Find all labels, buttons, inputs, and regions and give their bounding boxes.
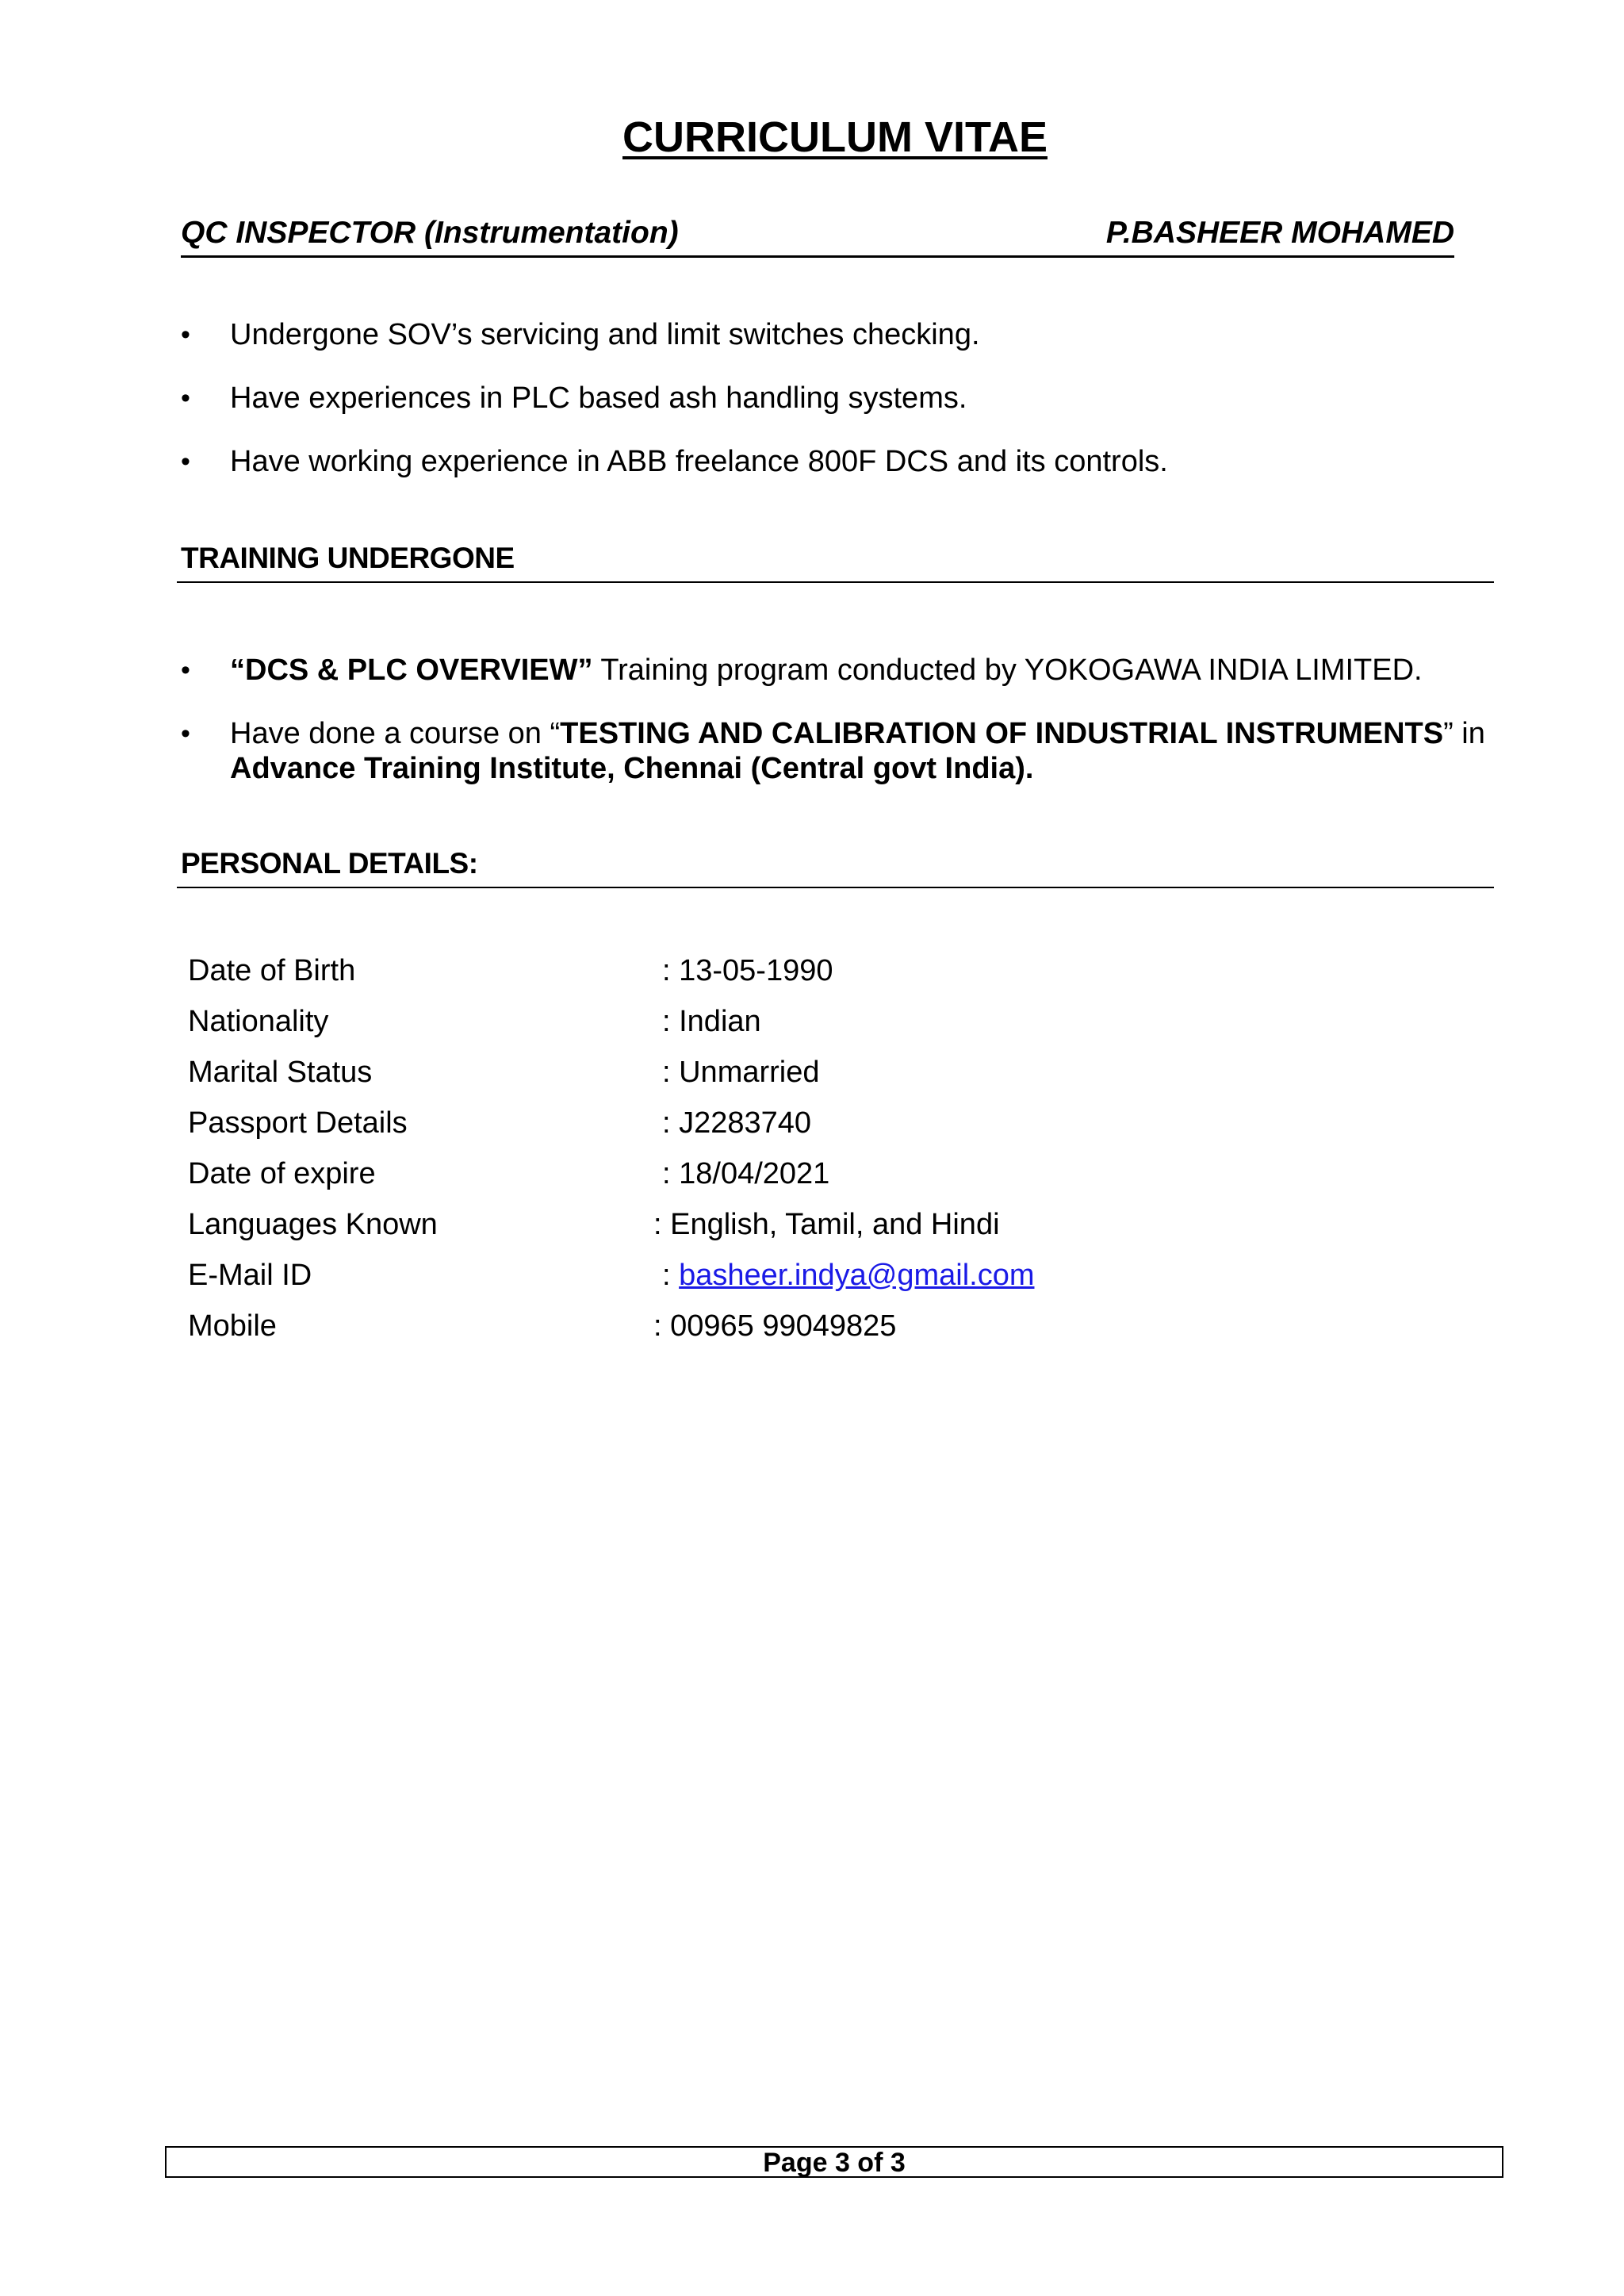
- section-heading-text: PERSONAL DETAILS:: [181, 847, 478, 880]
- details-value: : Unmarried: [662, 1056, 820, 1089]
- bullet-icon: •: [181, 320, 190, 350]
- details-label: Nationality: [188, 1005, 329, 1038]
- list-item: [181, 381, 1497, 416]
- bullet-icon: •: [181, 447, 190, 477]
- experience-summary-list: [181, 317, 1497, 508]
- course-title: TESTING AND CALIBRATION OF INDUSTRIAL INSTRUMENTS: [560, 717, 1444, 750]
- training-list: [181, 653, 1497, 815]
- personal-details-heading: [177, 847, 1494, 888]
- bullet-icon: •: [181, 655, 190, 685]
- list-item: [181, 653, 1497, 688]
- page-footer: [165, 2146, 1503, 2178]
- details-row-marital-status: [188, 1056, 981, 1106]
- details-label: Date of Birth: [188, 954, 356, 987]
- details-value: : English, Tamil, and Hindi: [653, 1208, 1000, 1241]
- bullet-icon: •: [181, 719, 190, 749]
- details-label: Passport Details: [188, 1106, 408, 1140]
- details-row-languages: [188, 1208, 1000, 1259]
- details-value: : 18/04/2021: [662, 1157, 830, 1190]
- job-role: QC INSPECTOR (Instrumentation): [181, 216, 679, 250]
- details-value: [662, 1259, 1034, 1293]
- course-prefix: Have done a course on “: [230, 717, 561, 750]
- details-value: : 13-05-1990: [662, 954, 833, 987]
- details-label: Date of expire: [188, 1157, 376, 1190]
- details-label: Languages Known: [188, 1208, 438, 1241]
- list-item-text: Have experiences in PLC based ash handling systems.: [230, 381, 967, 415]
- list-item: [181, 317, 1497, 352]
- page-number: Page 3 of 3: [763, 2148, 906, 2178]
- candidate-name: P.BASHEER MOHAMED: [1105, 216, 1454, 250]
- email-link[interactable]: basheer.indya@gmail.com: [679, 1259, 1035, 1292]
- bullet-icon: •: [181, 383, 190, 413]
- details-row-email: [188, 1259, 1035, 1309]
- list-item-text: Undergone SOV’s servicing and limit switches checking.: [230, 318, 980, 351]
- list-item-text: Have working experience in ABB freelance 800F DCS and its controls.: [230, 445, 1168, 478]
- section-heading-text: TRAINING UNDERGONE: [181, 542, 515, 574]
- details-label: Mobile: [188, 1309, 277, 1343]
- details-label: Marital Status: [188, 1056, 373, 1089]
- details-value: : 00965 99049825: [653, 1309, 897, 1343]
- details-label: E-Mail ID: [188, 1259, 312, 1292]
- details-value: : J2283740: [662, 1106, 812, 1140]
- details-row-expiry: [188, 1157, 981, 1208]
- page-title: CURRICULUM VITAE: [622, 113, 1048, 161]
- role-name-line: [181, 216, 1454, 258]
- details-row-dob: [188, 954, 981, 1005]
- course-suffix: ” in: [1443, 717, 1485, 750]
- training-section-heading: [177, 542, 1494, 583]
- training-title: “DCS & PLC OVERVIEW”: [230, 654, 593, 687]
- list-item: [181, 444, 1497, 479]
- details-value: : Indian: [662, 1005, 761, 1038]
- details-row-passport: [188, 1106, 981, 1157]
- details-row-nationality: [188, 1005, 981, 1056]
- details-row-mobile: [188, 1309, 981, 1360]
- list-item: [181, 716, 1497, 786]
- training-description: Training program conducted by YOKOGAWA INDIA LIMITED.: [592, 654, 1423, 687]
- course-institute: Advance Training Institute, Chennai (Central govt India).: [230, 752, 1034, 785]
- email-prefix: :: [662, 1259, 680, 1292]
